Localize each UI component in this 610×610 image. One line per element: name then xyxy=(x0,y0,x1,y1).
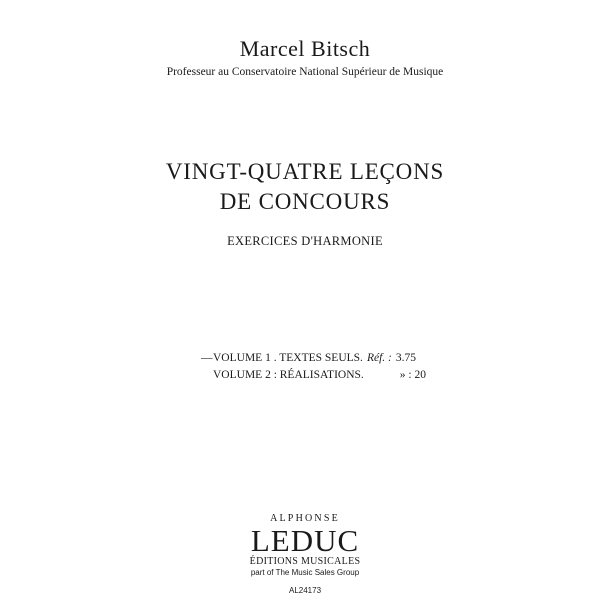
publisher-logo-name: LEDUC xyxy=(250,523,360,558)
title-line-2: DE CONCOURS xyxy=(219,189,391,214)
volume-2-ditto-price: » : 20 xyxy=(399,369,426,381)
publisher-top-line: ALPHONSE xyxy=(270,513,340,524)
work-subtitle: EXERCICES D'HARMONIE xyxy=(227,234,383,248)
volume-list xyxy=(201,350,426,384)
volume-1-text: VOLUME 1 . TEXTES SEULS. xyxy=(213,352,363,364)
volume-2-line xyxy=(201,367,426,384)
publisher-group: part of The Music Sales Group xyxy=(250,568,360,577)
catalog-number: AL24173 xyxy=(288,586,322,595)
volume-1-line xyxy=(201,350,426,367)
volume-1-ref-label: Réf. : xyxy=(366,352,392,364)
publisher-editions: ÉDITIONS MUSICALES xyxy=(249,556,361,567)
author-subtitle: Professeur au Conservatoire National Supérieur de Musique xyxy=(166,66,444,78)
volume-1-dash: — xyxy=(201,352,213,364)
volume-1-price: 3.75 xyxy=(395,352,416,364)
title-line-1: VINGT-QUATRE LEÇONS xyxy=(165,159,445,184)
author-name: Marcel Bitsch xyxy=(239,36,371,61)
volume-2-text: VOLUME 2 : RÉALISATIONS. xyxy=(213,369,364,381)
